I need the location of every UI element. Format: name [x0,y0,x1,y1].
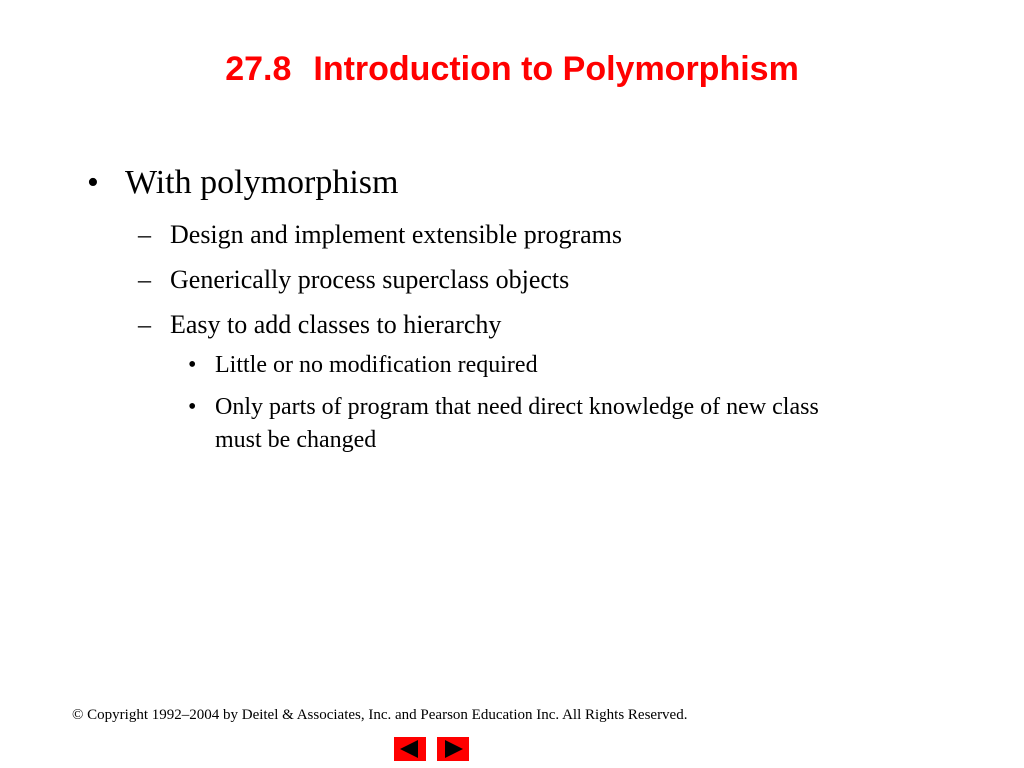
arrow-right-icon [437,737,469,761]
sub-bullet-text: Generically process superclass objects [170,265,570,294]
next-slide-button[interactable] [437,737,469,761]
sub-sub-bullet-text: Only parts of program that need direct knowledge of new class [215,394,819,420]
sub-bullet-text: Design and implement extensible programs [170,220,623,249]
previous-slide-button[interactable] [394,737,426,761]
dash-marker: – [138,265,151,294]
bullet-marker: • [188,352,197,378]
bullet-marker: • [188,394,197,420]
dash-marker: – [138,220,151,249]
arrow-left-icon [394,737,426,761]
title-text: Introduction to Polymorphism [313,50,799,88]
section-number: 27.8 [225,50,292,88]
sub-sub-bullet-text-continued: must be changed [215,427,377,453]
sub-bullet-text: Easy to add classes to hierarchy [170,310,502,339]
bullet-text: With polymorphism [125,164,399,201]
copyright-footer: © Copyright 1992–2004 by Deitel & Associates, Inc. and Pearson Education Inc. All Rights Reserved. [72,707,688,723]
dash-marker: – [138,310,151,339]
bullet-marker: • [87,164,99,201]
sub-sub-bullet-text: Little or no modification required [215,352,538,378]
